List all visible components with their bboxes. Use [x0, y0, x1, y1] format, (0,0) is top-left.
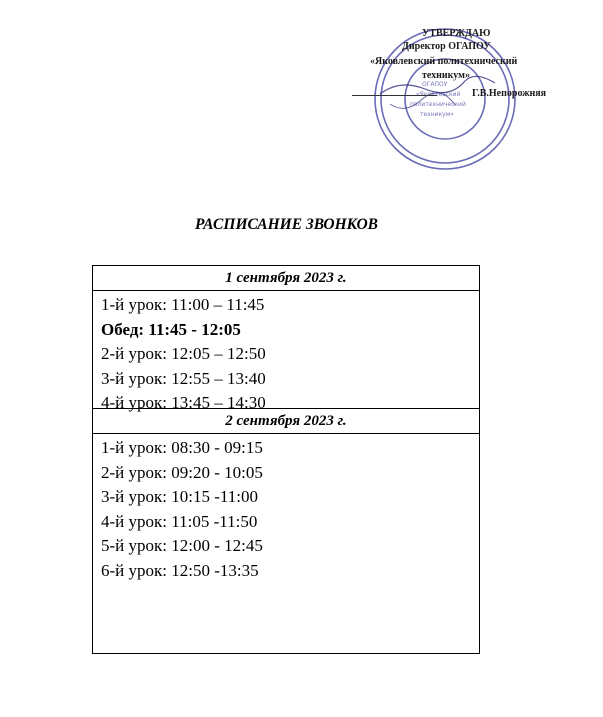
schedule-row: 3-й урок: 10:15 -11:00: [101, 487, 258, 506]
svg-text:техникум»: техникум»: [420, 111, 454, 118]
approval-position: Директор ОГАПОУ: [402, 41, 491, 52]
day-rows: [93, 434, 479, 583]
day-section: [93, 409, 479, 583]
signature-line: [352, 95, 437, 96]
schedule-row: 5-й урок: 12:00 - 12:45: [101, 536, 263, 555]
schedule-row: 6-й урок: 12:50 -13:35: [101, 560, 259, 580]
approval-block: [352, 22, 592, 172]
schedule-row: 1-й урок: 11:00 – 11:45: [101, 295, 265, 314]
bell-schedule-table: [92, 265, 480, 654]
day-section: [93, 266, 479, 412]
approval-heading: УТВЕРЖДАЮ: [422, 28, 491, 39]
day-date-header: 2 сентября 2023 г.: [93, 409, 479, 434]
schedule-row: 4-й урок: 11:05 -11:50: [101, 511, 258, 531]
lunch-row: Обед: 11:45 - 12:05: [101, 319, 241, 339]
schedule-row: 3-й урок: 12:55 – 13:40: [101, 368, 266, 388]
signatory-name: Г.В.Непорожняя: [472, 88, 547, 99]
approval-organization-cont: техникум»: [422, 70, 470, 81]
svg-text:ОГАПОУ: ОГАПОУ: [422, 81, 448, 88]
document-title: РАСПИСАНИЕ ЗВОНКОВ: [195, 216, 378, 233]
schedule-row: 2-й урок: 12:05 – 12:50: [101, 344, 266, 363]
schedule-row: 4-й урок: 13:45 – 14:30: [101, 393, 266, 412]
svg-text:политехнический: политехнический: [410, 101, 466, 108]
svg-text:«Яковлевский: «Яковлевский: [416, 91, 461, 98]
approval-organization: «Яковлевский политехнический: [370, 56, 518, 67]
day-rows: [93, 291, 479, 416]
schedule-row: 1-й урок: 08:30 - 09:15: [101, 438, 263, 457]
day-date-header: 1 сентября 2023 г.: [93, 266, 479, 291]
schedule-row: 2-й урок: 09:20 - 10:05: [101, 462, 263, 482]
